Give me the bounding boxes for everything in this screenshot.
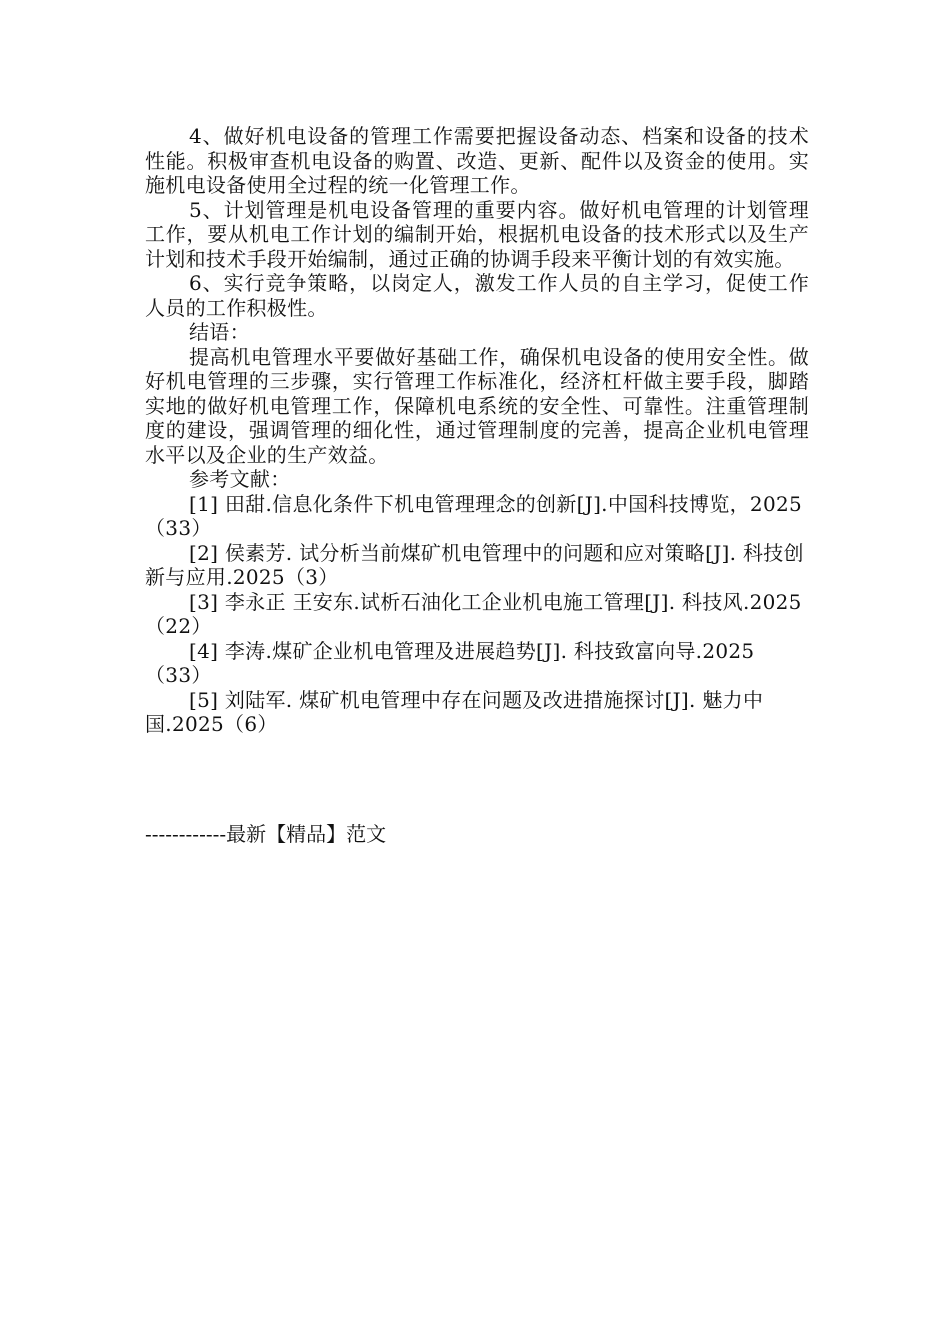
document-body: [145, 124, 809, 737]
footer-text: ------------最新【精品】范文: [145, 822, 387, 846]
reference-item-1: [1] 田甜.信息化条件下机电管理理念的创新[J].中国科技博览，2025（33）: [145, 491, 803, 540]
reference-item-2: [2] 侯素芳. 试分析当前煤矿机电管理中的问题和应对策略[J]. 科技创新与应用.2025（3）: [145, 540, 804, 589]
paragraph-6: 6、实行竞争策略，以岗定人，激发工作人员的自主学习，促使工作人员的工作积极性。: [145, 271, 809, 320]
reference-item-4: [4] 李涛.煤矿企业机电管理及进展趋势[J]. 科技致富向导.2025（33）: [145, 638, 755, 687]
references-heading: 参考文献：: [189, 467, 291, 491]
conclusion-heading: 结语：: [189, 320, 250, 344]
paragraph-5: 5、计划管理是机电设备管理的重要内容。做好机电管理的计划管理工作，要从机电工作计划的编制开始，根据机电设备的技术形式以及生产计划和技术手段开始编制，通过正确的协调手段来平衡计划的有效实施。: [145, 197, 809, 271]
reference-item-3: [3] 李永正 王安东.试析石油化工企业机电施工管理[J]. 科技风.2025（22）: [145, 589, 802, 638]
reference-item-5: [5] 刘陆军. 煤矿机电管理中存在问题及改进措施探讨[J]. 魅力中国.2025（6）: [145, 687, 764, 736]
conclusion-body: 提高机电管理水平要做好基础工作，确保机电设备的使用安全性。做好机电管理的三步骤，实行管理工作标准化，经济杠杆做主要手段，脚踏实地的做好机电管理工作，保障机电系统的安全性、可靠性。注重管理制度的建设，强调管理的细化性，通过管理制度的完善，提高企业机电管理水平以及企业的生产效益。: [145, 344, 809, 467]
paragraph-4: 4、做好机电设备的管理工作需要把握设备动态、档案和设备的技术性能。积极审查机电设备的购置、改造、更新、配件以及资金的使用。实施机电设备使用全过程的统一化管理工作。: [145, 124, 809, 197]
